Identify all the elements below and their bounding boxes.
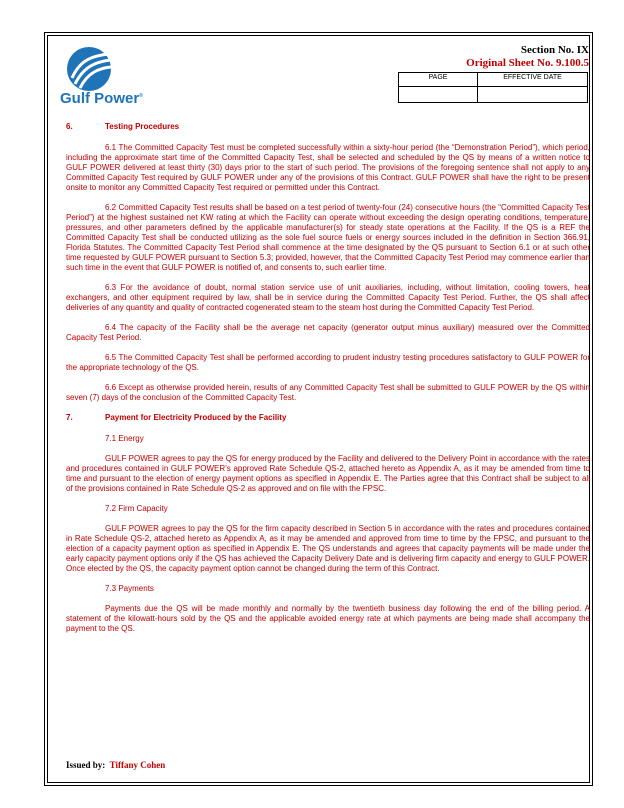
section-6-number: 6.	[66, 122, 73, 131]
subsection-7-3-title: 7.3 Payments	[105, 584, 154, 593]
paragraph-6-3: 6.3 For the avoidance of doubt, normal station service use of unit auxiliaries, including, without limitation, cooling towers, heat exchangers, and other equipment required by law, shall be in service during the Committed Capacity Test Period. Further, the QS shall affect deliveries of any quantity and quality of contracted cogenerated steam to the steam host during the Committed Capacity Test Period.	[66, 283, 590, 312]
paragraph-6-5: 6.5 The Committed Capacity Test shall be performed according to prudent industry testing procedures satisfactory to GULF POWER for the appropriate technology of the QS.	[66, 353, 590, 372]
effective-date-column-header: EFFECTIVE DATE	[478, 73, 588, 87]
issued-by-name: Tiffany Cohen	[109, 760, 166, 770]
issued-by-label: Issued by:	[66, 760, 106, 770]
sheet-number: Original Sheet No. 9.100.5	[466, 57, 589, 69]
gulf-power-logo-icon	[62, 44, 142, 94]
section-7-number: 7.	[66, 413, 73, 422]
document-body	[66, 122, 590, 644]
section-number: Section No. IX	[520, 44, 589, 56]
paragraph-6-6: 6.6 Except as otherwise provided herein, results of any Committed Capacity Test shall be submitted to GULF POWER by the QS within seven (7) days of the conclusion of the Committed Capacity Test.	[66, 383, 590, 402]
section-6-title: Testing Procedures	[105, 122, 180, 131]
paragraph-6-2: 6.2 Committed Capacity Test results shall be based on a test period of twenty-four (24) consecutive hours (the “Committed Capacity Test Period”) at the highest sustained net KW rating at which the Facility can operate without exceeding the design operating conditions, temperature, pressures, and other parameters defined by the applicable manufacturer(s) for steady state operations at the Facility. If the QS is a REF the Committed Capacity Test shall be conducted utilizing as the sole fuel source fuels or energy sources included in the definition in Section 366.91, Florida Statutes. The Committed Capacity Test Period shall commence at the time designated by the QS pursuant to Section 6.1 or at such other time requested by GULF POWER pursuant to Section 5.3; provided, however, that the Committed Capacity Test Period may commence earlier than such time in the event that GULF POWER is notified of, and consents to, such earlier time.	[66, 203, 590, 272]
issued-by	[66, 760, 165, 770]
paragraph-7-2: GULF POWER agrees to pay the QS for the firm capacity described in Section 5 in accordance with the rates and procedures contained in Rate Schedule QS-2, attached hereto as Appendix A, as it may be amended and approved from time to time by the FPSC, and pursuant to the election of a capacity payment option as specified in Appendix E. The QS understands and agrees that capacity payments will be made under the early capacity payment options only if the QS has achieved the Capacity Delivery Date and is delivering firm capacity and energy to GULF POWER. Once elected by the QS, the capacity payment option cannot be changed during the term of this Contract.	[66, 524, 590, 573]
company-logo-text: Gulf Power®	[60, 90, 143, 107]
paragraph-7-3: Payments due the QS will be made monthly and normally by the twentieth business day following the end of the billing period. A statement of the kilowatt-hours sold by the QS and the applicable avoided energy rate at which payments are being made shall accompany the payment to the QS.	[66, 604, 590, 633]
section-7-title: Payment for Electricity Produced by the Facility	[105, 413, 287, 422]
effective-date-value-cell	[478, 87, 588, 103]
paragraph-7-1: GULF POWER agrees to pay the QS for energy produced by the Facility and delivered to the Delivery Point in accordance with the rates and procedures contained in GULF POWER’s approved Rate Schedule QS-2, attached hereto as Appendix A, as it may be amended from time to time and pursuant to the election of energy payment options as specified in Appendix E. The Parties agree that this Contract shall be subject to all of the provisions contained in Rate Schedule QS-2 as approved and on file with the FPSC.	[66, 454, 590, 493]
subsection-7-1-title: 7.1 Energy	[105, 434, 144, 443]
page-info-table	[398, 72, 588, 103]
subsection-7-2-title: 7.2 Firm Capacity	[105, 504, 168, 513]
page-column-header: PAGE	[399, 73, 478, 87]
section-6-heading	[66, 122, 590, 132]
page-value-cell	[399, 87, 478, 103]
section-7-heading	[66, 413, 590, 423]
paragraph-6-4: 6.4 The capacity of the Facility shall be the average net capacity (generator output minus auxiliary) measured over the Committed Capacity Test Period.	[66, 323, 590, 342]
paragraph-6-1: 6.1 The Committed Capacity Test must be completed successfully within a sixty-hour period (the “Demonstration Period”), which period, including the approximate start time of the Committed Capacity Test, shall be selected and scheduled by the QS by means of a written notice to GULF POWER delivered at least thirty (30) days prior to the start of such period. The provisions of the foregoing sentence shall not apply to any Committed Capacity Test required by GULF POWER under any of the provisions of this Contract. GULF POWER shall have the right to be present onsite to monitor any Committed Capacity Test required or permitted under this Contract.	[66, 143, 590, 192]
